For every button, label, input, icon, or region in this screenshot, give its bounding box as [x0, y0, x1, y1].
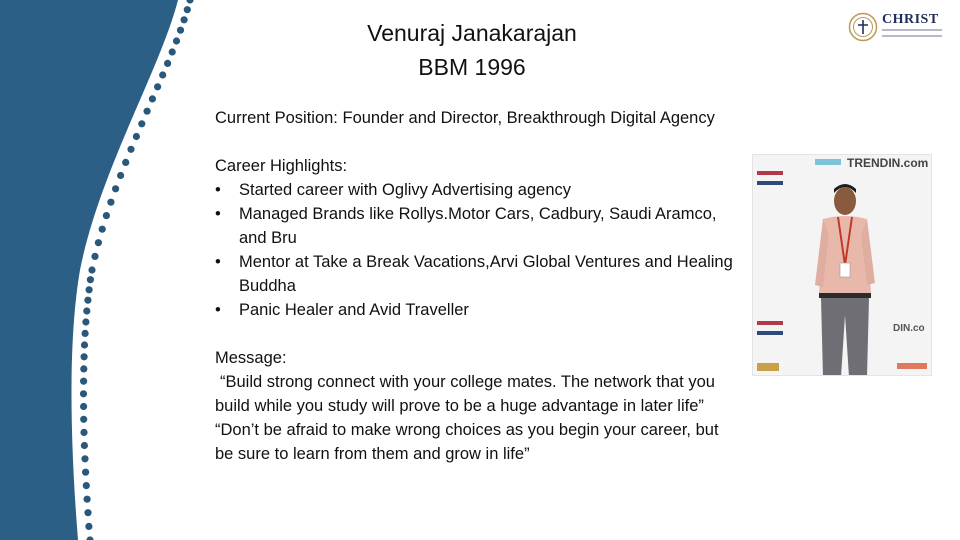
decorative-dot [149, 95, 156, 102]
bullet: • [215, 205, 221, 223]
highlight-text: Panic Healer and Avid Traveller [239, 301, 469, 319]
christ-logo [848, 10, 944, 44]
decorative-dot [81, 442, 88, 449]
decorative-dot [184, 6, 191, 13]
highlight-text: Mentor at Take a Break Vacations,Arvi Global Ventures and Healing Buddha [239, 253, 733, 295]
decorative-dot [83, 307, 90, 314]
decorative-dot [169, 48, 176, 55]
decorative-dot [87, 276, 94, 283]
decorative-dot [86, 536, 93, 540]
decorative-dot [84, 297, 91, 304]
decorative-dot [80, 378, 87, 385]
decorative-dot [82, 469, 89, 476]
decorative-dot [91, 253, 98, 260]
decorative-dot [122, 159, 129, 166]
decorative-dot [81, 341, 88, 348]
list-item [215, 250, 735, 298]
current-position [215, 106, 735, 130]
decorative-dot [88, 266, 95, 273]
decorative-side-band [0, 0, 200, 540]
list-item [215, 178, 735, 202]
logo-text: CHRIST [882, 12, 939, 27]
list-item [215, 202, 735, 250]
decorative-dot [80, 390, 87, 397]
decorative-dot [85, 523, 92, 530]
university-crest-icon [848, 12, 878, 42]
decorative-dot [80, 365, 87, 372]
highlight-text: Managed Brands like Rollys.Motor Cars, Cadbury, Saudi Aramco, and Bru [239, 205, 717, 247]
bullet: • [215, 181, 221, 199]
alumni-photo [752, 154, 932, 376]
current-position-value: Founder and Director, Breakthrough Digital Agency [342, 109, 715, 127]
decorative-dot [103, 212, 110, 219]
decorative-dot [177, 27, 184, 34]
bullet: • [215, 301, 221, 319]
logo-subtitle-line [882, 29, 942, 31]
decorative-dot [84, 509, 91, 516]
backdrop-brand-top: TRENDIN.com [847, 156, 929, 170]
decorative-dot [164, 60, 171, 67]
decorative-dot [80, 403, 87, 410]
decorative-dot [117, 172, 124, 179]
message-quote-2: “Don’t be afraid to make wrong choices as you begin your career, but be sure to learn from them and grow in life” [215, 421, 719, 463]
alumni-name: Venuraj Janakarajan [367, 20, 577, 46]
decorative-dot [99, 226, 106, 233]
photo-illustration [753, 155, 932, 376]
person-head [834, 187, 856, 215]
decorative-dot [144, 108, 151, 115]
decorative-dot [107, 199, 114, 206]
bullet: • [215, 253, 221, 271]
decorative-dot [186, 0, 193, 4]
decorative-dot [112, 185, 119, 192]
decorative-dot [181, 16, 188, 23]
decorative-dot [159, 71, 166, 78]
decorative-dot [80, 416, 87, 423]
decorative-dot [133, 133, 140, 140]
list-item [215, 298, 735, 322]
decorative-dot [154, 83, 161, 90]
slide-content [215, 106, 735, 466]
decorative-dot [84, 496, 91, 503]
decorative-dot [173, 37, 180, 44]
decorative-dot [86, 286, 93, 293]
decorative-dot [138, 120, 145, 127]
message-heading: Message: [215, 349, 287, 367]
person-shirt [819, 216, 871, 295]
highlight-text: Started career with Oglivy Advertising agency [239, 181, 571, 199]
decorative-dot [127, 146, 134, 153]
decorative-dot [82, 330, 89, 337]
slide-title [300, 16, 644, 84]
decorative-dot [81, 455, 88, 462]
career-highlights-list [215, 178, 735, 322]
logo-subtitle-line [882, 35, 942, 37]
decorative-dot [80, 429, 87, 436]
decorative-dot [81, 353, 88, 360]
backdrop-brand-bottom: DIN.co [893, 323, 925, 334]
decorative-dot [83, 482, 90, 489]
decorative-dot [82, 318, 89, 325]
career-highlights-heading: Career Highlights: [215, 157, 348, 175]
decorative-dot [95, 239, 102, 246]
message-quote-1: “Build strong connect with your college mates. The network that you build while you study will prove to be a huge advantage in later life” [215, 373, 715, 415]
current-position-label: Current Position: [215, 109, 338, 127]
alumni-batch: BBM 1996 [418, 54, 526, 80]
